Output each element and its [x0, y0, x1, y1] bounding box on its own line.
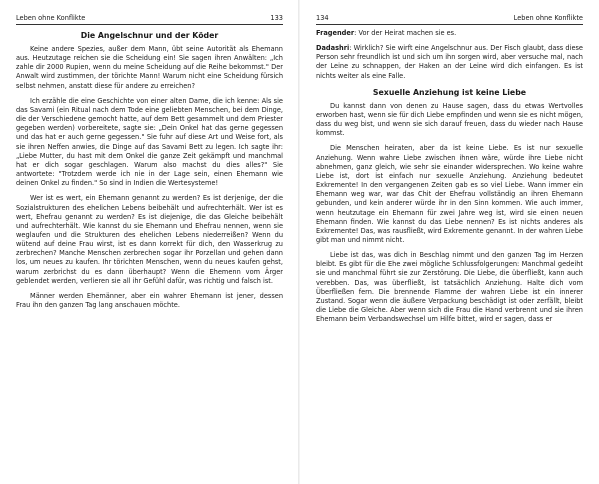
- paragraph: Die Menschen heiraten, aber da ist keine Liebe. Es ist nur sexuelle Anziehung. Wenn wahre Liebe zwischen ihnen wäre, würde ihre Liebe nicht abnehmen, ganz gleich, wie sehr sie einander widersprechen. Wo keine wahre Liebe ist, dort ist einfach nur sexuelle Anziehung. Anziehung bedeutet Exkremente! In den vergangenen Zeiten gab es so viel Liebe. Wann immer ein Ehemann weg war, war das Chit der Ehefrau vollständig an ihren Ehemann gebunden, und kein anderer würde ihr in den Sinn kommen. Wie auch immer, wenn heutzutage ein Ehemann für zwei Jahre weg ist, wird sie einen neuen Ehemann finden. Wie kannst du das Liebe nennen? Es ist nichts anderes als Exkremente! Das, was rausfließt, wird Exkremente genannt. In der wahren Liebe gibt man und nimmt nicht.: [316, 144, 583, 244]
- speaker-name: Fragender: [316, 29, 355, 37]
- paragraph: Du kannst dann von denen zu Hause sagen, dass du etwas Wertvolles erworben hast, wenn sie für dich Liebe empfinden und wenn sie es nicht mögen, dass du weg bist, und wenn sie sich darauf freuen, dass du wieder nach Hause kommst.: [316, 101, 583, 138]
- section-heading: Sexuelle Anziehung ist keine Liebe: [372, 87, 527, 97]
- dialogue-line: [316, 44, 583, 81]
- dialogue-line: [316, 29, 583, 38]
- header-title: Leben ohne Konflikte: [16, 14, 86, 22]
- running-header: [16, 12, 283, 25]
- header-title: Leben ohne Konflikte: [513, 14, 583, 22]
- paragraph: Männer werden Ehemänner, aber ein wahrer Ehemann ist jener, dessen Frau ihn den ganzen Tag lang anschauen möchte.: [16, 291, 283, 310]
- right-page: [300, 0, 599, 484]
- speaker-name: Dadashri: [316, 44, 350, 53]
- dialogue-text: : Wirklich? Sie wirft eine Angelschnur aus. Der Fisch glaubt, dass diese Person sehr freundlich ist und sich um ihn sorgen wird, aber versuche mal, nach der Leine zu schnappen, der Haken an der Leine wird dich einfangen. Es ist nichts weiter als eine Falle.: [316, 44, 583, 80]
- paragraph: Wer ist es wert, ein Ehemann genannt zu werden? Es ist derjenige, der die Sozialstrukturen des ehelichen Lebens beibehält und aufrechterhält. Wer ist es wert, Ehefrau genannt zu werden? Es ist diejenige, die das Gleiche beibehält und aufrechterhält. Wie kannst du sie Ehemann und Ehefrau nennen, wenn sie weglaufen und die Strukturen des ehelichen Lebens niederreißen? Wenn du wütend auf deine Frau wirst, ist es dann korrekt für dich, den Wasserkrug zu zerbrechen? Manche Menschen zerbrechen sogar ihr Porzellan und gehen dann los, um neues zu kaufen. Ihr törichten Menschen, wenn du neues kaufen gehst, warum zerbrichst du es dann überhaupt? Wenn die Ehemenn vom Ärger geblendet werden, verlieren sie all ihr Gefühl dafür, was richtig und falsch ist.: [16, 194, 283, 285]
- dialogue-text: : Vor der Heirat machen sie es.: [354, 29, 457, 37]
- paragraph: Keine andere Spezies, außer dem Mann, übt seine Autorität als Ehemann aus. Heutzutage reichen sie die Scheidung ein! Sie sagen ihren Anwälten: „Ich zahle dir 2000 Rupien, wenn du meine Scheidung auf die Reihe bekommst." Der Anwalt wird zustimmen, der törichte Mann! Warum nicht eine Scheidung fürsich selbst nehmen, anstatt diese für andere zu erreichen?: [16, 45, 283, 90]
- paragraph: Ich erzähle die eine Geschichte von einer alten Dame, die ich kenne: Als sie das Savami (ein Ritual nach dem Tode eine geliebten Menschen, bei dem Dinge, die der Verschiedene gemocht hatte, auf dem Bett gesammelt und dem Priester gegeben werden) vorbereitete, sagte sie: „Dein Onkel hat das gerne gegessen und das hat er auch gerne gegessen." Sie fuhr auf diese Art und Weise fort, als sie ihren Neffen anwies, die Dinge auf das Savami Bett zu legen. Ich sagte ihr: „Liebe Mutter, du hast mit dem Onkel die ganze Zeit gekämpft und manchmal hat er dich sogar geschlagen. Warum also machst du dies alles?" Sie antwortete: "Trotzdem werde ich nie in der Lage sein, einen Ehemann wie deinen Onkel zu finden." So sind in Indien die Wertesysteme!: [16, 96, 283, 188]
- running-header: [316, 12, 583, 25]
- paragraph: Liebe ist das, was dich in Beschlag nimmt und den ganzen Tag im Herzen bleibt. Es gibt für die Ehe zwei mögliche Schlussfolgerungen: Manchmal gedeiht sie und manchmal führt sie zur Zerstörung. Die Liebe, die überfließt, kann auch verebben. Das, was überfließt, ist tatsächlich Anziehung. Halte dich vom Überfließen fern. Die brennende Flamme der wahren Liebe ist ein innerer Zustand. Sogar wenn die äußere Verpackung beschädigt ist oder zerfällt, bleibt die Liebe die Gleiche. Aber wenn sich die Frau die Hand verbrennt und sie ihren Ehemann beim Verbandswechsel um Hilfe bittet, wird er sagen, dass er: [316, 251, 583, 324]
- page-number: 134: [316, 14, 329, 22]
- section-heading: Die Angelschnur und der Köder: [80, 31, 219, 40]
- page-number: 133: [270, 14, 283, 22]
